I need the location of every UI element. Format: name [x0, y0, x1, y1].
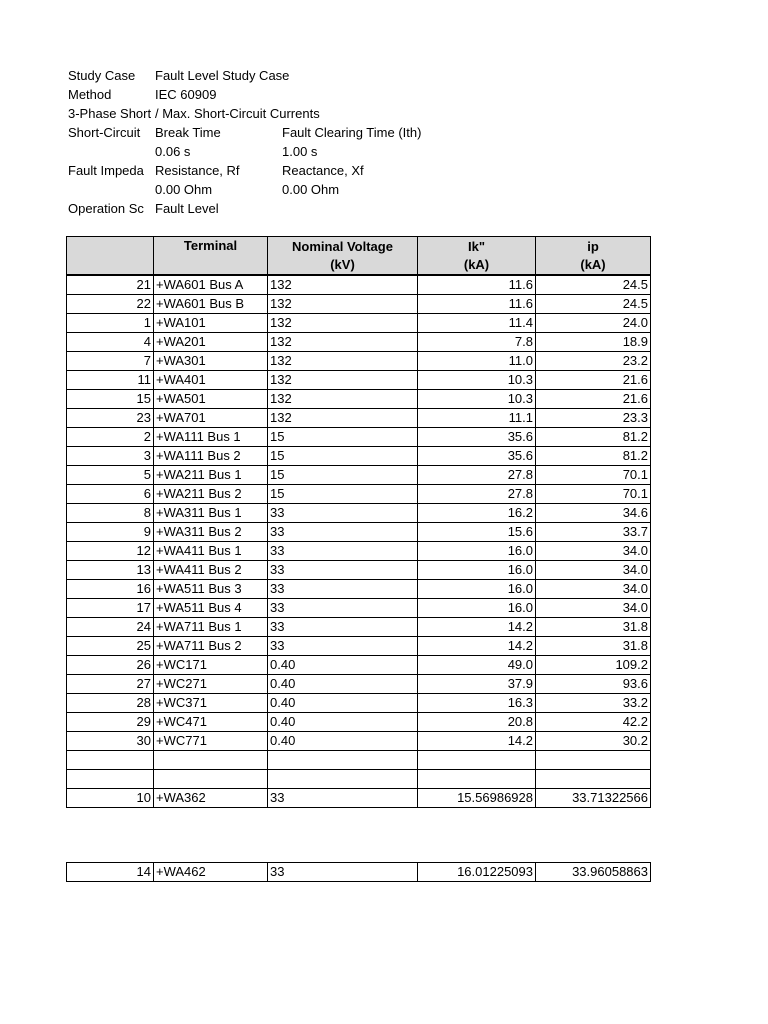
- row-voltage: 33: [268, 523, 418, 542]
- row-terminal: +WA311 Bus 1: [154, 504, 268, 523]
- row-index: 15: [67, 390, 154, 409]
- row-voltage: 132: [268, 333, 418, 352]
- row-voltage: 132: [268, 371, 418, 390]
- row-ik: 7.8: [418, 333, 536, 352]
- info-label: Study Case: [68, 68, 136, 83]
- row-voltage: 132: [268, 390, 418, 409]
- row-ip: 34.6: [536, 504, 651, 523]
- header-terminal: Terminal: [154, 237, 268, 276]
- row-ik: 11.0: [418, 352, 536, 371]
- row-index: 2: [67, 428, 154, 447]
- row-index: 21: [67, 275, 154, 295]
- info-extra: Reactance, Xf: [282, 163, 364, 178]
- info-label: Operation Sc: [68, 201, 144, 216]
- header-ip: ip (kA): [536, 237, 651, 276]
- row-terminal: +WA362: [154, 789, 268, 808]
- table-row: [67, 637, 651, 656]
- row-ik: 11.4: [418, 314, 536, 333]
- row-ik: 35.6: [418, 428, 536, 447]
- row-ip: 23.2: [536, 352, 651, 371]
- row-index: 24: [67, 618, 154, 637]
- row-voltage: 132: [268, 295, 418, 314]
- row-terminal: +WA201: [154, 333, 268, 352]
- row-terminal: +WC271: [154, 675, 268, 694]
- row-index: 11: [67, 371, 154, 390]
- row-ik: 35.6: [418, 447, 536, 466]
- row-voltage: 15: [268, 466, 418, 485]
- header-index: [67, 237, 154, 276]
- info-value: Fault Level Study Case: [155, 68, 290, 83]
- row-ik: 37.9: [418, 675, 536, 694]
- table-row: [67, 504, 651, 523]
- row-ip: 81.2: [536, 447, 651, 466]
- table-row: [67, 523, 651, 542]
- row-index: 9: [67, 523, 154, 542]
- row-index: 3: [67, 447, 154, 466]
- table-row: [67, 561, 651, 580]
- table-row: [67, 542, 651, 561]
- row-index: 12: [67, 542, 154, 561]
- row-ik: 10.3: [418, 371, 536, 390]
- fault-table-2: [66, 862, 651, 882]
- row-voltage: 132: [268, 314, 418, 333]
- row-ik: 14.2: [418, 618, 536, 637]
- row-voltage: 33: [268, 599, 418, 618]
- row-ik: 11.6: [418, 295, 536, 314]
- row-voltage: 33: [268, 504, 418, 523]
- table-row: [67, 713, 651, 732]
- row-ip: 31.8: [536, 637, 651, 656]
- row-ip: 21.6: [536, 390, 651, 409]
- row-index: 5: [67, 466, 154, 485]
- row-terminal: +WA462: [154, 863, 268, 882]
- row-terminal: +WA701: [154, 409, 268, 428]
- row-terminal: +WA101: [154, 314, 268, 333]
- row-index: 1: [67, 314, 154, 333]
- row-index: 29: [67, 713, 154, 732]
- row-terminal: +WA401: [154, 371, 268, 390]
- row-ip: 30.2: [536, 732, 651, 751]
- row-terminal: +WA511 Bus 3: [154, 580, 268, 599]
- row-terminal: +WA301: [154, 352, 268, 371]
- row-index: 26: [67, 656, 154, 675]
- row-ik: 49.0: [418, 656, 536, 675]
- row-terminal: +WA411 Bus 1: [154, 542, 268, 561]
- row-index: 25: [67, 637, 154, 656]
- info-value: 0.00 Ohm: [155, 182, 213, 197]
- row-ip: 33.2: [536, 694, 651, 713]
- row-index: 28: [67, 694, 154, 713]
- info-label: Fault Impeda: [68, 163, 144, 178]
- row-ip: 21.6: [536, 371, 651, 390]
- row-voltage: 0.40: [268, 732, 418, 751]
- row-voltage: 33: [268, 561, 418, 580]
- row-index: 16: [67, 580, 154, 599]
- table-row: [67, 599, 651, 618]
- row-ip: 31.8: [536, 618, 651, 637]
- row-ip: 24.0: [536, 314, 651, 333]
- row-ik: 14.2: [418, 637, 536, 656]
- row-ip: 42.2: [536, 713, 651, 732]
- row-voltage: [268, 751, 418, 770]
- row-voltage: 0.40: [268, 694, 418, 713]
- row-ik: 20.8: [418, 713, 536, 732]
- table-row: [67, 863, 651, 882]
- row-index: 17: [67, 599, 154, 618]
- row-ik: 16.0: [418, 561, 536, 580]
- row-index: 23: [67, 409, 154, 428]
- blank-row: [67, 751, 651, 770]
- table-row: [67, 333, 651, 352]
- row-voltage: 15: [268, 428, 418, 447]
- row-terminal: +WC771: [154, 732, 268, 751]
- row-ik: 16.0: [418, 599, 536, 618]
- row-ip: 34.0: [536, 542, 651, 561]
- row-terminal: +WA601 Bus A: [154, 275, 268, 295]
- row-terminal: +WA511 Bus 4: [154, 599, 268, 618]
- row-ip: 34.0: [536, 580, 651, 599]
- info-label: Method: [68, 87, 112, 102]
- row-ip: 33.7: [536, 523, 651, 542]
- row-terminal: +WA111 Bus 2: [154, 447, 268, 466]
- row-terminal: +WA711 Bus 2: [154, 637, 268, 656]
- row-voltage: 33: [268, 618, 418, 637]
- row-index: 4: [67, 333, 154, 352]
- row-index: 14: [67, 863, 154, 882]
- row-voltage: 33: [268, 580, 418, 599]
- table-row: [67, 580, 651, 599]
- row-ik: 16.2: [418, 504, 536, 523]
- table-row: [67, 295, 651, 314]
- row-ip: 33.71322566: [536, 789, 651, 808]
- blank-row: [67, 770, 651, 789]
- table-row: [67, 656, 651, 675]
- row-terminal: +WA501: [154, 390, 268, 409]
- row-ip: 93.6: [536, 675, 651, 694]
- row-voltage: 15: [268, 485, 418, 504]
- fault-table: [66, 236, 651, 808]
- row-ik: 11.1: [418, 409, 536, 428]
- table-row: [67, 789, 651, 808]
- row-ik: 16.01225093: [418, 863, 536, 882]
- row-terminal: +WA211 Bus 2: [154, 485, 268, 504]
- row-ik: 27.8: [418, 466, 536, 485]
- row-index: 10: [67, 789, 154, 808]
- row-ip: 23.3: [536, 409, 651, 428]
- row-voltage: 15: [268, 447, 418, 466]
- row-terminal: +WC171: [154, 656, 268, 675]
- row-ip: [536, 770, 651, 789]
- row-terminal: +WA601 Bus B: [154, 295, 268, 314]
- row-ip: 33.96058863: [536, 863, 651, 882]
- table-row: [67, 409, 651, 428]
- row-index: 22: [67, 295, 154, 314]
- info-value: / Max. Short-Circuit Currents: [155, 106, 320, 121]
- row-ip: 34.0: [536, 561, 651, 580]
- row-voltage: 33: [268, 863, 418, 882]
- row-voltage: 132: [268, 275, 418, 295]
- row-index: 13: [67, 561, 154, 580]
- header-voltage: Nominal Voltage (kV): [268, 237, 418, 276]
- row-voltage: 33: [268, 637, 418, 656]
- table-row: [67, 428, 651, 447]
- info-label: 3-Phase Short: [68, 106, 152, 121]
- row-terminal: [154, 770, 268, 789]
- row-terminal: +WA211 Bus 1: [154, 466, 268, 485]
- row-terminal: +WA411 Bus 2: [154, 561, 268, 580]
- row-ip: 24.5: [536, 295, 651, 314]
- info-value: Fault Level: [155, 201, 219, 216]
- row-ik: 15.56986928: [418, 789, 536, 808]
- info-extra: Fault Clearing Time (Ith): [282, 125, 422, 140]
- row-voltage: 132: [268, 409, 418, 428]
- row-terminal: +WA311 Bus 2: [154, 523, 268, 542]
- row-ip: [536, 751, 651, 770]
- row-ip: 34.0: [536, 599, 651, 618]
- row-terminal: +WA711 Bus 1: [154, 618, 268, 637]
- info-extra: 0.00 Ohm: [282, 182, 340, 197]
- row-ik: [418, 751, 536, 770]
- row-ip: 18.9: [536, 333, 651, 352]
- row-terminal: +WA111 Bus 1: [154, 428, 268, 447]
- table-row: [67, 390, 651, 409]
- info-value: IEC 60909: [155, 87, 217, 102]
- table-row: [67, 675, 651, 694]
- table-row: [67, 694, 651, 713]
- row-ip: 81.2: [536, 428, 651, 447]
- row-ik: 16.0: [418, 580, 536, 599]
- info-value: Resistance, Rf: [155, 163, 240, 178]
- table-row: [67, 275, 651, 295]
- row-terminal: +WC471: [154, 713, 268, 732]
- row-index: 7: [67, 352, 154, 371]
- row-index: [67, 751, 154, 770]
- row-ik: 15.6: [418, 523, 536, 542]
- row-ik: 14.2: [418, 732, 536, 751]
- info-extra: 1.00 s: [282, 144, 318, 159]
- row-ik: [418, 770, 536, 789]
- table-row: [67, 732, 651, 751]
- row-terminal: [154, 751, 268, 770]
- row-ik: 10.3: [418, 390, 536, 409]
- table-header-row: [67, 237, 651, 276]
- row-voltage: 33: [268, 789, 418, 808]
- row-voltage: 0.40: [268, 713, 418, 732]
- table-row: [67, 352, 651, 371]
- row-ik: 16.0: [418, 542, 536, 561]
- row-voltage: 33: [268, 542, 418, 561]
- row-index: 30: [67, 732, 154, 751]
- table-row: [67, 447, 651, 466]
- row-ip: 24.5: [536, 275, 651, 295]
- row-ip: 70.1: [536, 466, 651, 485]
- table-row: [67, 371, 651, 390]
- row-index: [67, 770, 154, 789]
- table-row: [67, 314, 651, 333]
- row-index: 6: [67, 485, 154, 504]
- row-ip: 109.2: [536, 656, 651, 675]
- info-label: Short-Circuit: [68, 125, 141, 140]
- table-row: [67, 618, 651, 637]
- row-voltage: 0.40: [268, 656, 418, 675]
- row-voltage: [268, 770, 418, 789]
- row-voltage: 0.40: [268, 675, 418, 694]
- info-value: Break Time: [155, 125, 221, 140]
- row-index: 27: [67, 675, 154, 694]
- row-index: 8: [67, 504, 154, 523]
- row-ip: 70.1: [536, 485, 651, 504]
- header-ik: Ik" (kA): [418, 237, 536, 276]
- table-row: [67, 485, 651, 504]
- row-ik: 16.3: [418, 694, 536, 713]
- row-terminal: +WC371: [154, 694, 268, 713]
- row-voltage: 132: [268, 352, 418, 371]
- row-ik: 11.6: [418, 275, 536, 295]
- row-ik: 27.8: [418, 485, 536, 504]
- info-value: 0.06 s: [155, 144, 191, 159]
- table-row: [67, 466, 651, 485]
